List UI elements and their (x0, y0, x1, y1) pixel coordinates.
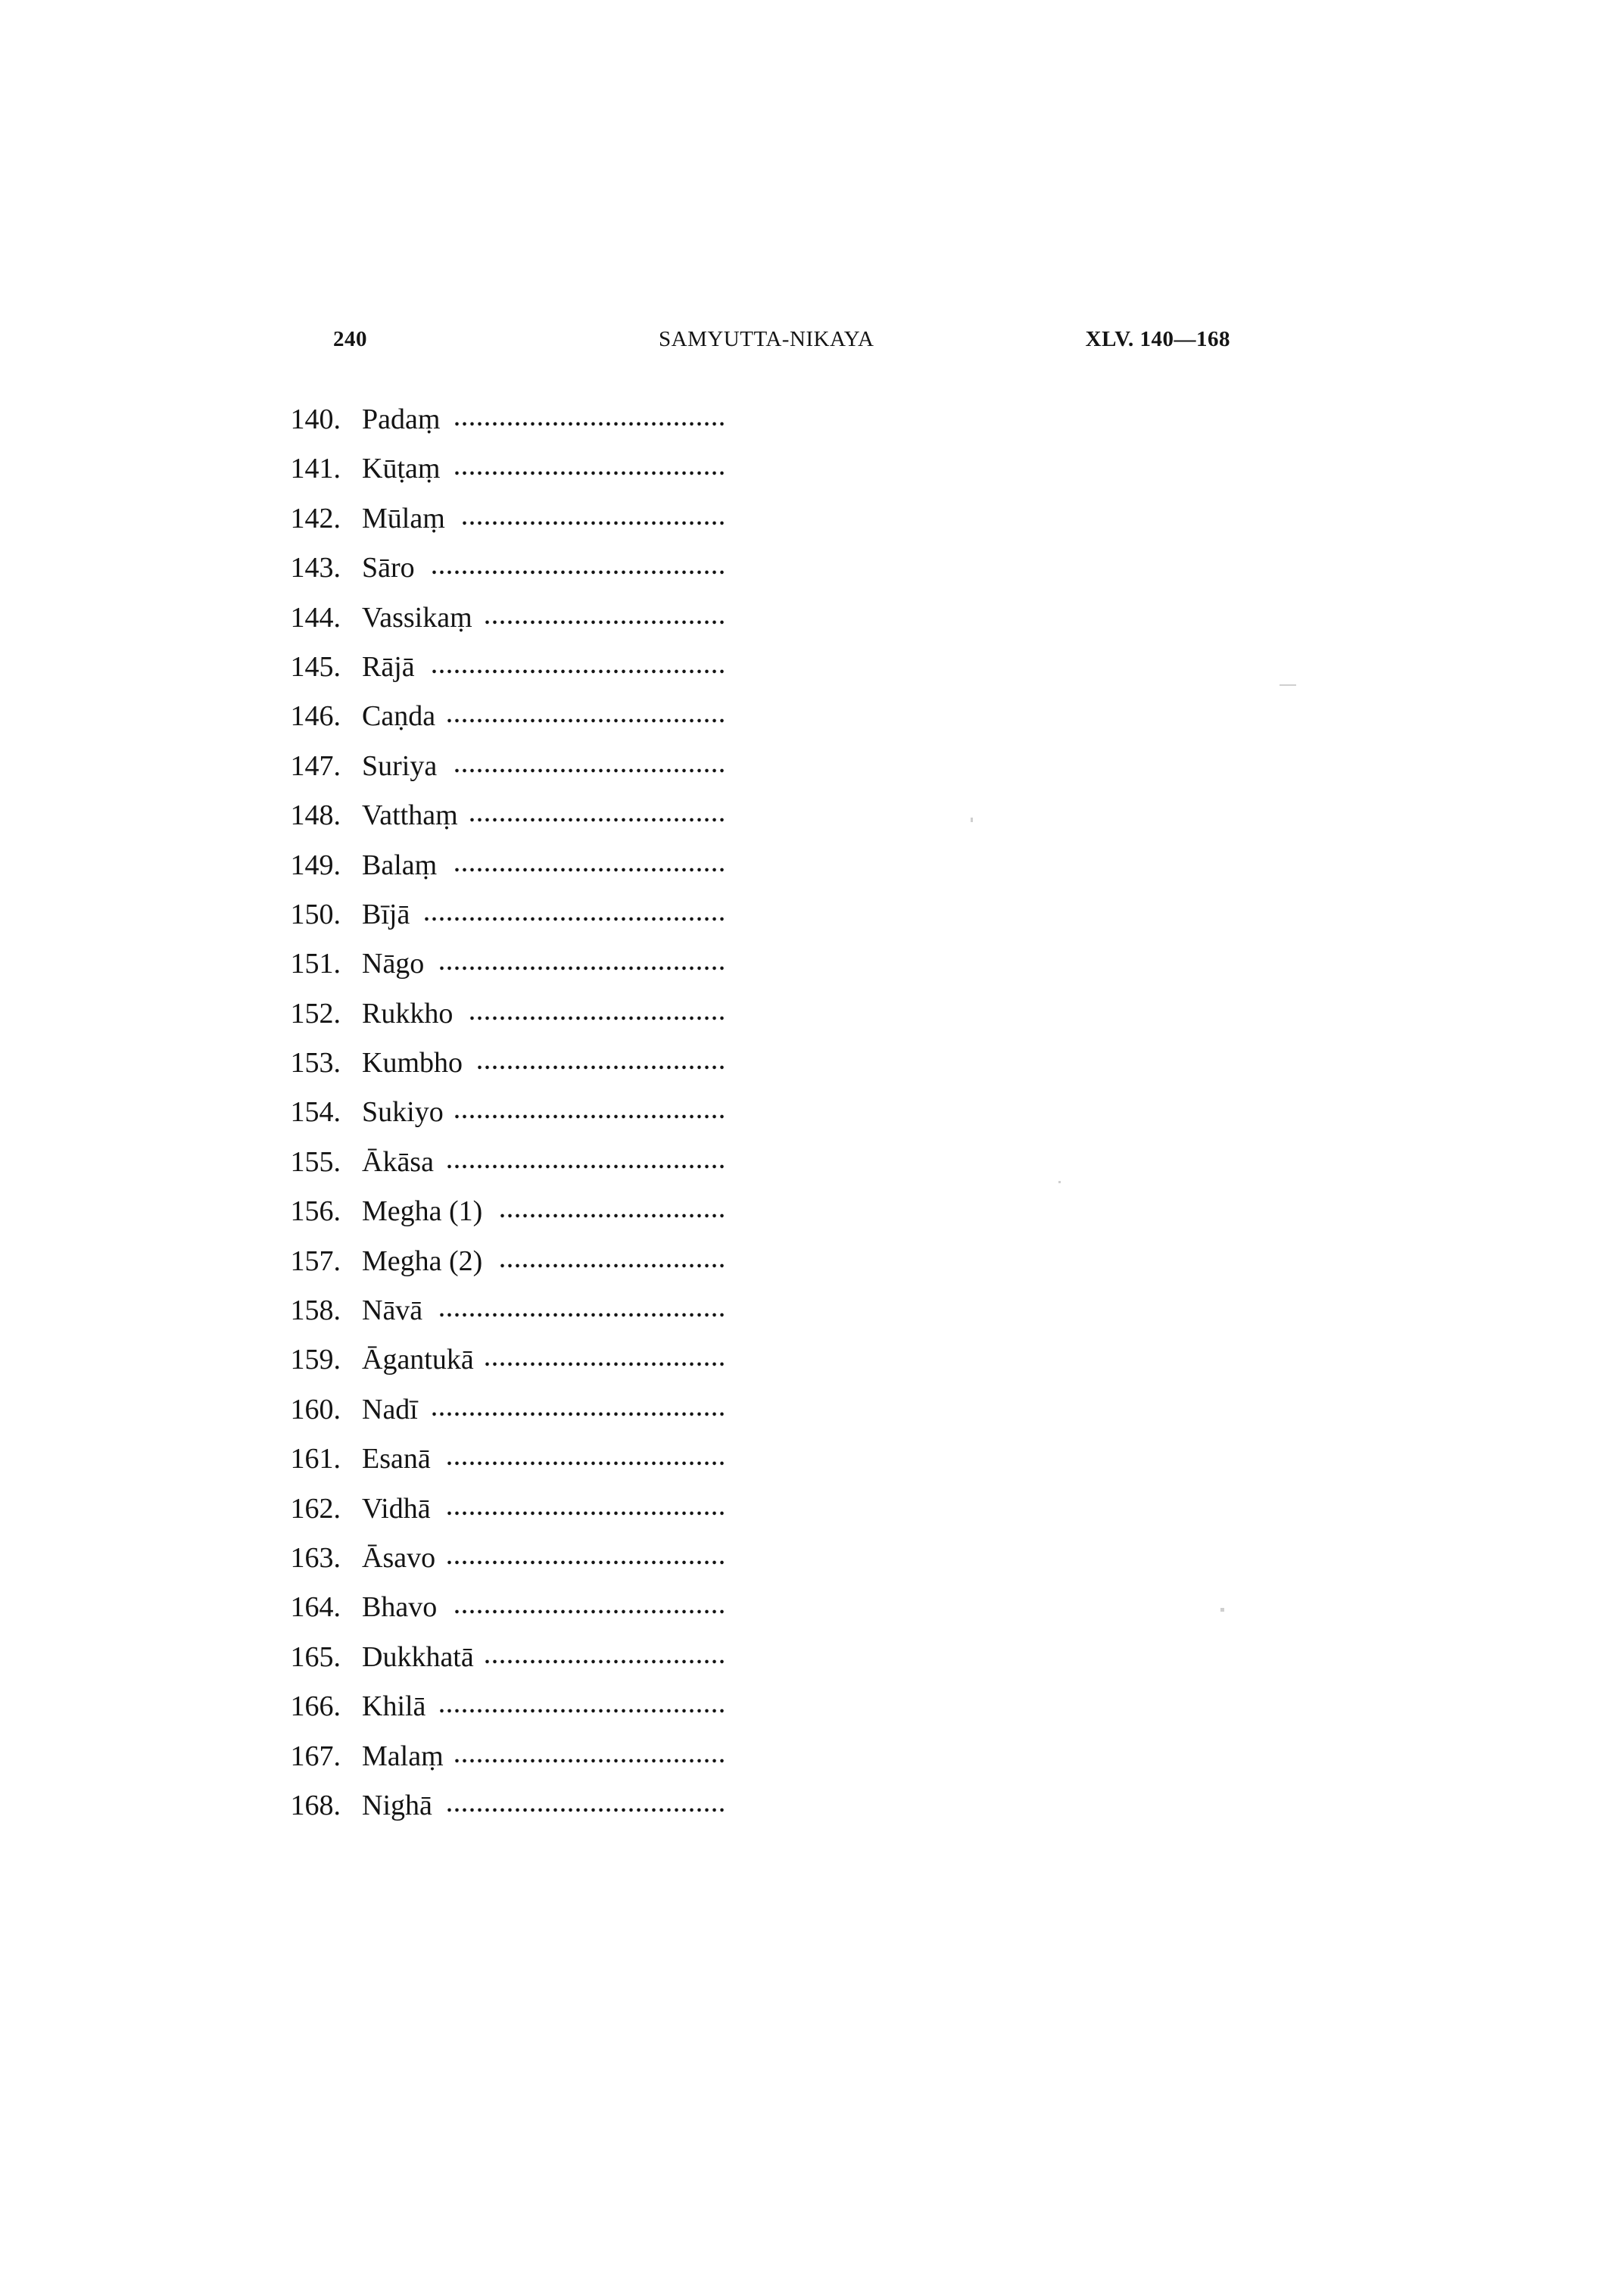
entry-title: Mūlaṃ (362, 502, 445, 534)
list-item (273, 1343, 757, 1392)
entry-title: Kumbho (362, 1047, 463, 1080)
entry-number: 159. (290, 1344, 341, 1376)
entry-number: 164. (290, 1591, 341, 1624)
list-item (273, 452, 757, 501)
dot-leader: ................................. (477, 1051, 727, 1075)
dot-leader: .................................... (454, 852, 727, 877)
entry-number: 150. (290, 898, 341, 930)
entry-number: 152. (290, 997, 341, 1030)
entry-title: Vassikaṃ (362, 601, 472, 634)
entry-title: Rājā (362, 650, 415, 683)
dot-leader: ...................................... (439, 1694, 727, 1718)
entry-title: Bhavo (362, 1591, 438, 1624)
entry-number: 166. (290, 1690, 341, 1723)
entry-number: 168. (290, 1789, 341, 1821)
entry-title: Vidhā (362, 1492, 431, 1525)
entry-number: 154. (290, 1096, 341, 1129)
entry-title: Sāro (362, 552, 415, 584)
scan-speck (1220, 1608, 1224, 1612)
list-item (273, 849, 757, 898)
entry-title: Suriya (362, 749, 438, 782)
entry-title: Caṇda (362, 700, 436, 733)
dot-leader: .............................. (500, 1248, 727, 1273)
entry-title: Āsavo (362, 1541, 436, 1574)
dot-leader: ..................................... (447, 1793, 727, 1817)
entry-title: Nadī (362, 1393, 418, 1425)
running-title: SAMYUTTA-NIKAYA (659, 327, 874, 351)
entry-title: Nighā (362, 1789, 432, 1821)
entry-number: 140. (290, 403, 341, 435)
entry-number: 155. (290, 1145, 341, 1178)
list-item (273, 1046, 757, 1095)
sutta-index-list (273, 403, 757, 1838)
dot-leader: .................................. (469, 803, 727, 827)
entry-title: Ākāsa (362, 1145, 434, 1178)
entry-title: Vatthaṃ (362, 799, 458, 832)
list-item (273, 699, 757, 749)
entry-number: 142. (290, 502, 341, 534)
entry-title: Nāvā (362, 1294, 423, 1327)
entry-number: 163. (290, 1541, 341, 1574)
scan-speck (971, 818, 973, 822)
entry-number: 162. (290, 1492, 341, 1525)
list-item (273, 551, 757, 600)
entry-title: Kūṭaṃ (362, 453, 441, 485)
entry-number: 157. (290, 1245, 341, 1277)
dot-leader: ....................................... (432, 1397, 727, 1421)
list-item (273, 1590, 757, 1640)
entry-number: 148. (290, 799, 341, 832)
entry-number: 167. (290, 1740, 341, 1772)
entry-number: 161. (290, 1443, 341, 1475)
dot-leader: ....................................... (432, 556, 727, 580)
list-item (273, 997, 757, 1046)
dot-leader: .................................. (469, 1001, 727, 1025)
list-item (273, 601, 757, 650)
list-item (273, 1690, 757, 1739)
entry-number: 144. (290, 601, 341, 634)
dot-leader: ................................ (485, 1644, 727, 1668)
dot-leader: .................................... (454, 407, 727, 431)
list-item (273, 1640, 757, 1690)
dot-leader: ...................................... (439, 1298, 727, 1323)
entry-number: 153. (290, 1047, 341, 1080)
list-item (273, 749, 757, 799)
scan-speck (1280, 684, 1296, 686)
list-item (273, 1245, 757, 1294)
entry-title: Balaṃ (362, 849, 438, 881)
entry-number: 165. (290, 1640, 341, 1673)
entry-number: 147. (290, 749, 341, 782)
list-item (273, 1789, 757, 1838)
dot-leader: ...................................... (439, 952, 727, 976)
dot-leader: ..................................... (447, 704, 727, 728)
scan-speck (1058, 1181, 1061, 1183)
dot-leader: .................................... (454, 456, 727, 481)
entry-title: Esanā (362, 1443, 431, 1475)
dot-leader: ..................................... (447, 1545, 727, 1569)
dot-leader: ................................... (462, 506, 727, 530)
entry-number: 143. (290, 552, 341, 584)
entry-number: 146. (290, 700, 341, 733)
dot-leader: ....................................... (432, 654, 727, 678)
dot-leader: ..................................... (447, 1447, 727, 1471)
entry-title: Sukiyo (362, 1096, 444, 1129)
entry-title: Khilā (362, 1690, 426, 1723)
entry-title: Malaṃ (362, 1740, 444, 1772)
entry-number: 145. (290, 650, 341, 683)
entry-number: 141. (290, 453, 341, 485)
list-item (273, 650, 757, 699)
entry-title: Padaṃ (362, 403, 441, 435)
dot-leader: ........................................ (424, 902, 727, 926)
list-item (273, 898, 757, 947)
list-item (273, 1541, 757, 1590)
list-item (273, 403, 757, 452)
dot-leader: ................................ (485, 605, 727, 629)
entry-title: Bījā (362, 898, 410, 930)
entry-title: Megha (2) (362, 1245, 483, 1277)
entry-number: 149. (290, 849, 341, 881)
dot-leader: .................................... (454, 753, 727, 777)
entry-title: Nāgo (362, 948, 425, 980)
list-item (273, 1095, 757, 1145)
list-item (273, 947, 757, 996)
list-item (273, 502, 757, 551)
dot-leader: .................................... (454, 1743, 727, 1768)
dot-leader: .............................. (500, 1199, 727, 1223)
dot-leader: .................................... (454, 1595, 727, 1619)
list-item (273, 1492, 757, 1541)
dot-leader: ................................ (485, 1347, 727, 1372)
dot-leader: ..................................... (447, 1496, 727, 1520)
page-header (333, 327, 1230, 357)
entry-number: 151. (290, 948, 341, 980)
list-item (273, 1740, 757, 1789)
dot-leader: .................................... (454, 1100, 727, 1124)
entry-number: 160. (290, 1393, 341, 1425)
entry-number: 158. (290, 1294, 341, 1327)
list-item (273, 1294, 757, 1343)
entry-title: Dukkhatā (362, 1640, 474, 1673)
list-item (273, 799, 757, 848)
list-item (273, 1195, 757, 1244)
page-number: 240 (333, 327, 367, 351)
list-item (273, 1442, 757, 1491)
list-item (273, 1393, 757, 1442)
section-range: XLV. 140—168 (1085, 327, 1230, 351)
entry-title: Āgantukā (362, 1344, 474, 1376)
list-item (273, 1145, 757, 1195)
entry-title: Rukkho (362, 997, 454, 1030)
entry-title: Megha (1) (362, 1195, 483, 1228)
dot-leader: ..................................... (447, 1149, 727, 1173)
entry-number: 156. (290, 1195, 341, 1228)
